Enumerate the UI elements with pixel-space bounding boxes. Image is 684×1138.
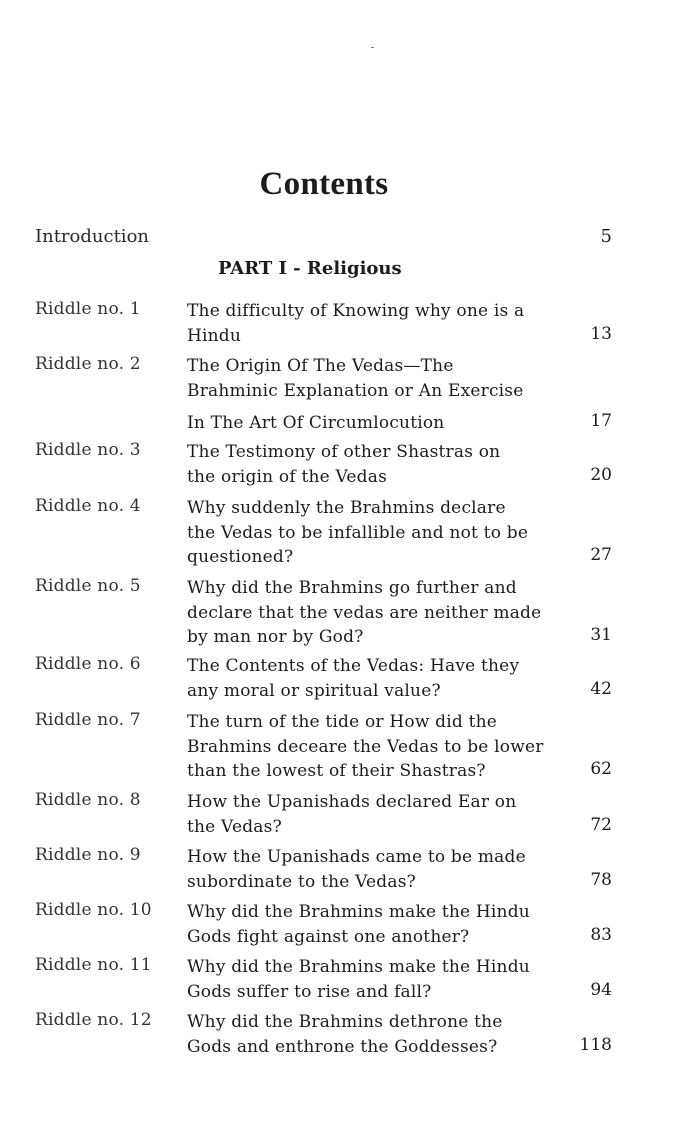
riddle-page-number: 83 bbox=[590, 924, 612, 945]
riddle-title-line: Why did the Brahmins go further and bbox=[187, 578, 517, 598]
riddle-title-line: The difficulty of Knowing why one is a bbox=[187, 301, 525, 321]
riddle-title-line: The Origin Of The Vedas—The bbox=[187, 356, 454, 376]
riddle-number: Riddle no. 9 bbox=[35, 845, 141, 865]
riddle-number: Riddle no. 3 bbox=[35, 440, 141, 460]
riddle-title-line: than the lowest of their Shastras? bbox=[187, 761, 486, 781]
riddle-number: Riddle no. 12 bbox=[35, 1010, 152, 1030]
riddle-title-line: Gods suffer to rise and fall? bbox=[187, 981, 432, 1002]
riddle-page-number: 27 bbox=[590, 545, 612, 565]
riddle-title bbox=[187, 576, 567, 650]
riddle-page-number: 118 bbox=[579, 1034, 612, 1055]
riddle-title-line: declare that the vedas are neither made bbox=[187, 602, 542, 623]
introduction-label: Introduction bbox=[35, 226, 149, 247]
riddle-title bbox=[187, 496, 567, 570]
riddle-title-line: questioned? bbox=[187, 547, 294, 567]
riddle-title-line: Brahmins deceare the Vedas to be lower bbox=[187, 736, 544, 757]
riddle-title bbox=[187, 299, 567, 348]
riddle-title-line: Why did the Brahmins dethrone the bbox=[187, 1012, 503, 1032]
riddle-title-line: the origin of the Vedas bbox=[187, 466, 388, 487]
riddle-title-line: any moral or spiritual value? bbox=[187, 680, 441, 701]
riddle-title-line: subordinate to the Vedas? bbox=[187, 871, 416, 892]
riddle-page-number: 31 bbox=[590, 625, 612, 645]
riddle-number: Riddle no. 4 bbox=[35, 496, 141, 516]
riddle-title bbox=[187, 845, 567, 894]
riddle-title-line: Why suddenly the Brahmins declare bbox=[187, 498, 506, 518]
riddle-number: Riddle no. 8 bbox=[35, 790, 141, 810]
riddle-page-number: 20 bbox=[590, 464, 612, 485]
riddle-page-number: 94 bbox=[590, 979, 612, 1000]
riddle-title-line: In The Art Of Circumlocution bbox=[187, 413, 445, 433]
riddle-title bbox=[187, 710, 567, 784]
riddle-title-line: Gods and enthrone the Goddesses? bbox=[187, 1036, 498, 1057]
riddle-title-line: Why did the Brahmins make the Hindu bbox=[187, 902, 530, 922]
riddle-title-line: Hindu bbox=[187, 325, 242, 346]
riddle-title bbox=[187, 354, 567, 436]
riddle-number: Riddle no. 6 bbox=[35, 654, 141, 674]
print-speck bbox=[371, 47, 374, 48]
riddle-title-line: How the Upanishads declared Ear on bbox=[187, 792, 517, 812]
riddle-title bbox=[187, 790, 567, 839]
part-heading: PART I - Religious bbox=[218, 258, 402, 279]
riddle-title-line: the Vedas to be infallible and not to be bbox=[187, 522, 529, 543]
riddle-title bbox=[187, 1010, 567, 1059]
riddle-title-line: The turn of the tide or How did the bbox=[187, 712, 498, 732]
riddle-page-number: 13 bbox=[590, 323, 612, 344]
page-title: Contents bbox=[259, 166, 389, 202]
riddle-number: Riddle no. 10 bbox=[35, 900, 152, 920]
riddle-title bbox=[187, 955, 567, 1004]
riddle-page-number: 42 bbox=[590, 678, 612, 699]
riddle-title-line: Gods fight against one another? bbox=[187, 926, 470, 947]
riddle-title bbox=[187, 440, 567, 489]
riddle-number: Riddle no. 7 bbox=[35, 710, 141, 730]
riddle-page-number: 62 bbox=[590, 759, 612, 779]
riddle-number: Riddle no. 11 bbox=[35, 955, 152, 975]
riddle-page-number: 78 bbox=[590, 869, 612, 890]
riddle-title-line: Brahminic Explanation or An Exercise bbox=[187, 380, 524, 401]
riddle-number: Riddle no. 2 bbox=[35, 354, 141, 374]
riddle-number: Riddle no. 5 bbox=[35, 576, 141, 596]
riddle-title-line: the Vedas? bbox=[187, 816, 282, 837]
riddle-page-number: 17 bbox=[590, 411, 612, 431]
riddle-title-line: The Testimony of other Shastras on bbox=[187, 442, 501, 462]
riddle-title bbox=[187, 900, 567, 949]
riddle-page-number: 72 bbox=[590, 814, 612, 835]
riddle-title-line: The Contents of the Vedas: Have they bbox=[187, 656, 520, 676]
riddle-number: Riddle no. 1 bbox=[35, 299, 141, 319]
riddle-title-line: Why did the Brahmins make the Hindu bbox=[187, 957, 530, 977]
riddle-title-line: How the Upanishads came to be made bbox=[187, 847, 526, 867]
introduction-page-number: 5 bbox=[600, 226, 612, 247]
riddle-title-line: by man nor by God? bbox=[187, 627, 364, 647]
riddle-title bbox=[187, 654, 567, 703]
